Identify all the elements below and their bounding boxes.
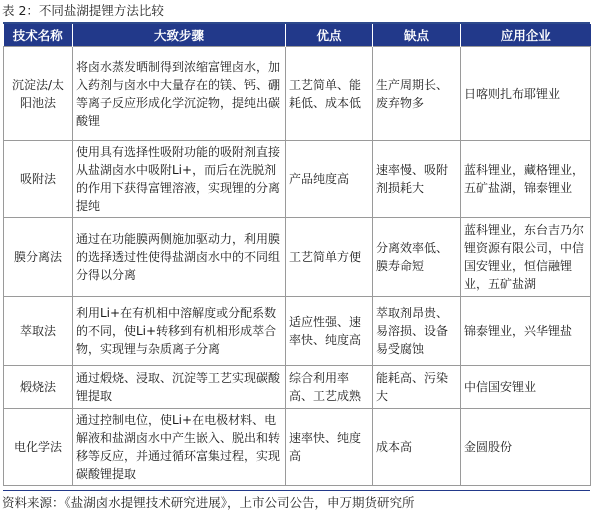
row-pros: 速率快、纯度高 bbox=[286, 409, 373, 486]
row-steps: 使用具有选择性吸附功能的吸附剂直接从盐湖卤水中吸附Li+，而后在洗脱剂的作用下获得富锂溶液，实现锂的分离提纯 bbox=[73, 141, 286, 218]
row-pros: 产品纯度高 bbox=[286, 141, 373, 218]
header-pros: 优点 bbox=[286, 24, 373, 47]
table-row bbox=[4, 47, 591, 141]
comparison-table-wrapper bbox=[3, 22, 590, 486]
row-tech-name: 煅烧法 bbox=[4, 366, 73, 409]
table-row bbox=[4, 297, 591, 366]
row-tech-name: 沉淀法/太阳池法 bbox=[4, 47, 73, 141]
row-cons: 萃取剂昂贵、易溶损、设备易受腐蚀 bbox=[373, 297, 461, 366]
table-header-row bbox=[4, 24, 591, 47]
row-steps: 利用Li+在有机相中溶解度或分配系数的不同，使Li+转移到有机相形成萃合物，实现锂与杂质离子分离 bbox=[73, 297, 286, 366]
table-row bbox=[4, 218, 591, 297]
row-companies: 蓝科锂业，藏格锂业，五矿盐湖，锦泰锂业 bbox=[461, 141, 591, 218]
row-pros: 工艺简单方便 bbox=[286, 218, 373, 297]
table-caption: 表 2：不同盐湖提锂方法比较 bbox=[2, 3, 164, 18]
table-row bbox=[4, 141, 591, 218]
row-companies: 日喀则扎布耶锂业 bbox=[461, 47, 591, 141]
row-pros: 适应性强、速率快、纯度高 bbox=[286, 297, 373, 366]
row-tech-name: 膜分离法 bbox=[4, 218, 73, 297]
row-cons: 生产周期长、废弃物多 bbox=[373, 47, 461, 141]
row-steps: 通过在功能膜两侧施加驱动力，利用膜的选择透过性使得盐湖卤水中的不同组分得以分离 bbox=[73, 218, 286, 297]
source-note: 资料来源：《盐湖卤水提锂技术研究进展》，上市公司公告，申万期货研究所 bbox=[2, 495, 415, 510]
table-row bbox=[4, 409, 591, 486]
row-companies: 锦泰锂业，兴华锂盐 bbox=[461, 297, 591, 366]
row-pros: 综合利用率高、工艺成熟 bbox=[286, 366, 373, 409]
table-bottom-rule bbox=[3, 490, 590, 491]
row-pros: 工艺简单、能耗低、成本低 bbox=[286, 47, 373, 141]
row-cons: 成本高 bbox=[373, 409, 461, 486]
row-steps: 通过煅烧、浸取、沉淀等工艺实现碳酸锂提取 bbox=[73, 366, 286, 409]
row-companies: 蓝科锂业，东台吉乃尔锂资源有限公司，中信国安锂业，恒信融锂业，五矿盐湖 bbox=[461, 218, 591, 297]
row-companies: 金圆股份 bbox=[461, 409, 591, 486]
header-steps: 大致步骤 bbox=[73, 24, 286, 47]
row-cons: 速率慢、吸附剂损耗大 bbox=[373, 141, 461, 218]
table-row bbox=[4, 366, 591, 409]
row-steps: 将卤水蒸发晒制得到浓缩富锂卤水，加入药剂与卤水中大量存在的镁、钙、硼等离子反应形成化学沉淀物，提纯出碳酸锂 bbox=[73, 47, 286, 141]
row-companies: 中信国安锂业 bbox=[461, 366, 591, 409]
row-tech-name: 吸附法 bbox=[4, 141, 73, 218]
row-tech-name: 电化学法 bbox=[4, 409, 73, 486]
header-tech-name: 技术名称 bbox=[4, 24, 73, 47]
header-companies: 应用企业 bbox=[461, 24, 591, 47]
row-steps: 通过控制电位，使Li+在电极材料、电解液和盐湖卤水中产生嵌入、脱出和转移等反应，并通过循环富集过程，实现碳酸锂提取 bbox=[73, 409, 286, 486]
row-tech-name: 萃取法 bbox=[4, 297, 73, 366]
row-cons: 能耗高、污染大 bbox=[373, 366, 461, 409]
row-cons: 分离效率低、膜寿命短 bbox=[373, 218, 461, 297]
lithium-extraction-comparison-table bbox=[3, 24, 591, 486]
header-cons: 缺点 bbox=[373, 24, 461, 47]
